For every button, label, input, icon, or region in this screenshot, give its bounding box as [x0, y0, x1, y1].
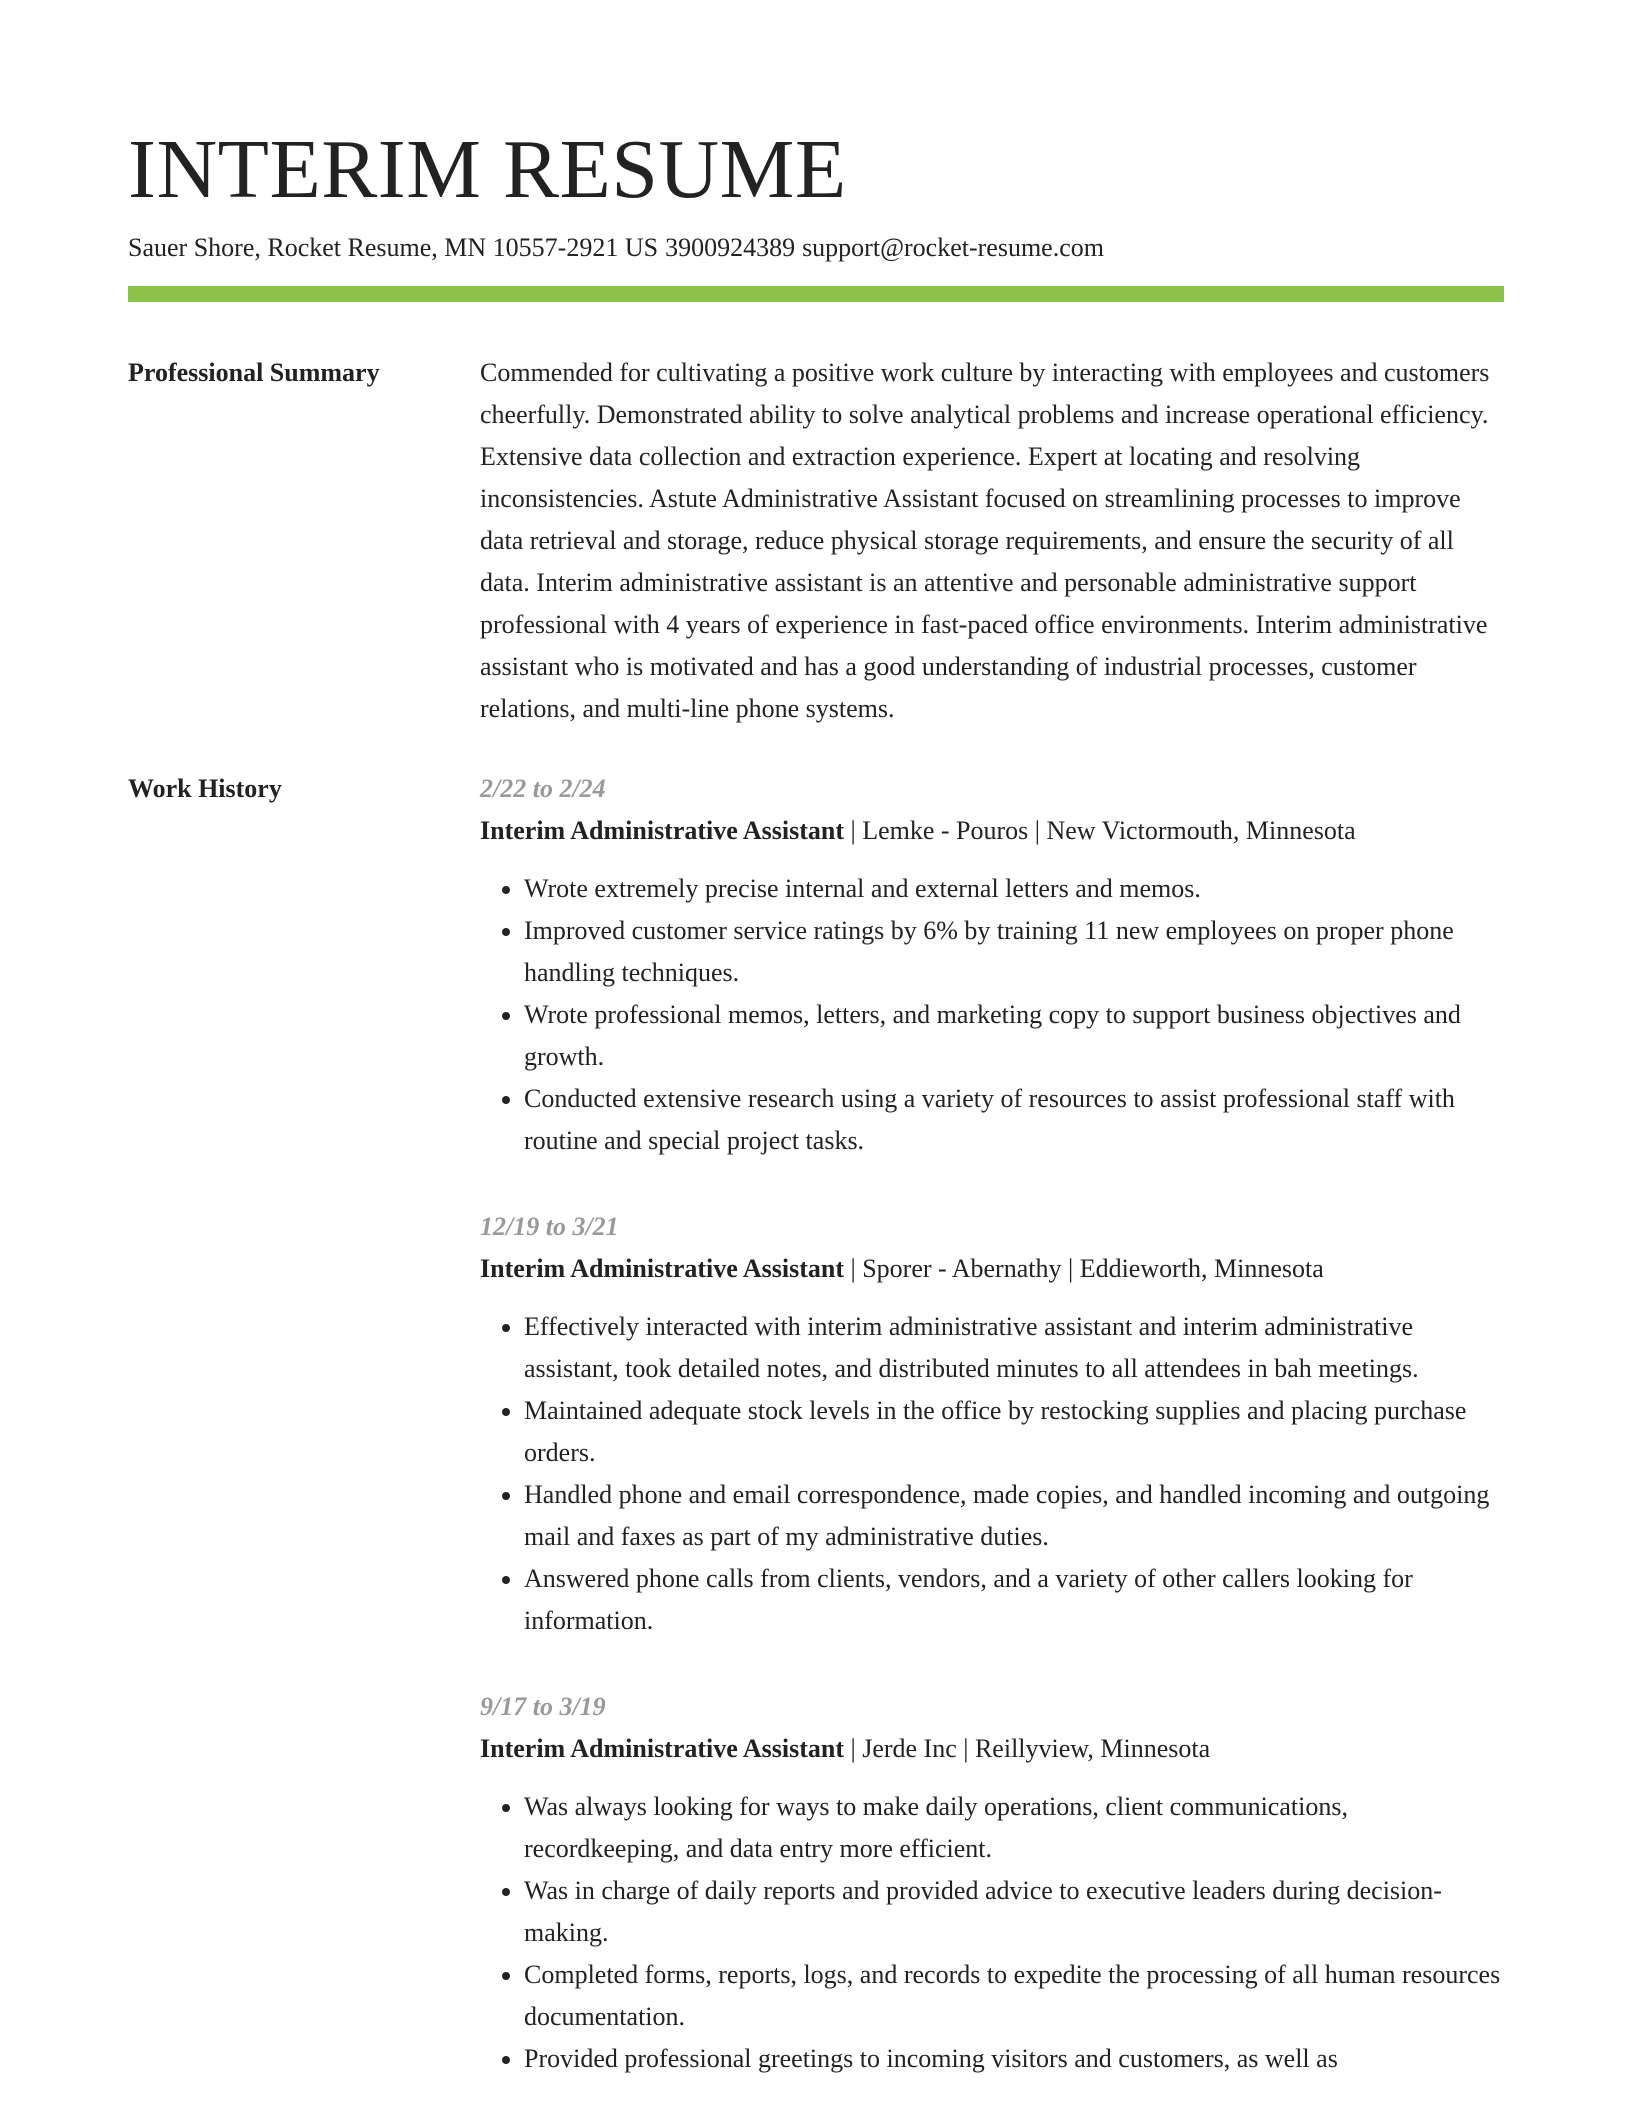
- job-bullet: • Was always looking for ways to make daily operations, client communications, recordkeeping, and data entry more efficient.: [524, 1786, 1504, 1870]
- job-title-line: [480, 810, 1504, 852]
- resume-name: INTERIM RESUME: [128, 123, 847, 216]
- header-divider: [128, 286, 1504, 302]
- summary-text: Commended for cultivating a positive work culture by interacting with employees and customers cheerfully. Demonstrated ability to solve analytical problems and increase operational efficiency. Extensive data collection and extraction experience. Expert at locating and resolving inconsistencies. Astute Administrative Assistant focused on streamlining processes to improve data retrieval and storage, reduce physical storage requirements, and ensure the security of all data. Interim administrative assistant is an attentive and personable administrative support professional with 4 years of experience in fast-paced office environments. Interim administrative assistant who is motivated and has a good understanding of industrial processes, customer relations, and multi-line phone systems.: [480, 358, 1490, 723]
- job-title: Interim Administrative Assistant: [480, 1734, 844, 1763]
- job-details: | Sporer - Abernathy | Eddieworth, Minnesota: [844, 1254, 1324, 1283]
- summary-body: [480, 352, 1504, 730]
- job-details: | Lemke - Pouros | New Victormouth, Minnesota: [844, 816, 1356, 845]
- job-bullets: [480, 1786, 1504, 2080]
- job-bullet: • Wrote professional memos, letters, and marketing copy to support business objectives and growth.: [524, 994, 1504, 1078]
- job-title: Interim Administrative Assistant: [480, 1254, 844, 1283]
- contact-line: [128, 232, 1504, 264]
- job-bullet: • Improved customer service ratings by 6% by training 11 new employees on proper phone handling techniques.: [524, 910, 1504, 994]
- job-bullet: • Conducted extensive research using a variety of resources to assist professional staff with routine and special project tasks.: [524, 1078, 1504, 1162]
- job-bullets: [480, 868, 1504, 1162]
- job-bullet: • Completed forms, reports, logs, and records to expedite the processing of all human resources documentation.: [524, 1954, 1504, 2038]
- job-entry: [480, 1686, 1504, 2080]
- contact-address: Sauer Shore, Rocket Resume, MN 10557-2921 US: [128, 233, 659, 262]
- job-dates: 2/22 to 2/24: [480, 774, 606, 803]
- job-dates: 9/17 to 3/19: [480, 1692, 606, 1721]
- work-history-section: [128, 768, 1504, 2124]
- section-label-summary: Professional Summary: [128, 358, 380, 387]
- work-history-body: [480, 768, 1504, 2124]
- job-dates: 12/19 to 3/21: [480, 1212, 619, 1241]
- contact-phone: 3900924389: [665, 233, 796, 262]
- resume-page: [128, 0, 1504, 2124]
- job-entry: [480, 1206, 1504, 1642]
- contact-email: support@rocket-resume.com: [802, 233, 1104, 262]
- job-bullet: • Maintained adequate stock levels in the office by restocking supplies and placing purchase orders.: [524, 1390, 1504, 1474]
- job-bullet: • Provided professional greetings to incoming visitors and customers, as well as: [524, 2038, 1504, 2080]
- job-entry: [480, 768, 1504, 1162]
- job-bullets: [480, 1306, 1504, 1642]
- job-bullet: • Wrote extremely precise internal and external letters and memos.: [524, 868, 1504, 910]
- job-bullet: • Handled phone and email correspondence, made copies, and handled incoming and outgoing mail and faxes as part of my administrative duties.: [524, 1474, 1504, 1558]
- job-bullet: • Answered phone calls from clients, vendors, and a variety of other callers looking for information.: [524, 1558, 1504, 1642]
- section-label-work-history: Work History: [128, 774, 282, 803]
- job-title: Interim Administrative Assistant: [480, 816, 844, 845]
- job-bullet: • Was in charge of daily reports and provided advice to executive leaders during decision-making.: [524, 1870, 1504, 1954]
- job-details: | Jerde Inc | Reillyview, Minnesota: [844, 1734, 1211, 1763]
- professional-summary-section: [128, 352, 1504, 730]
- job-title-line: [480, 1728, 1504, 1770]
- job-title-line: [480, 1248, 1504, 1290]
- job-bullet: • Effectively interacted with interim administrative assistant and interim administrative assistant, took detailed notes, and distributed minutes to all attendees in bah meetings.: [524, 1306, 1504, 1390]
